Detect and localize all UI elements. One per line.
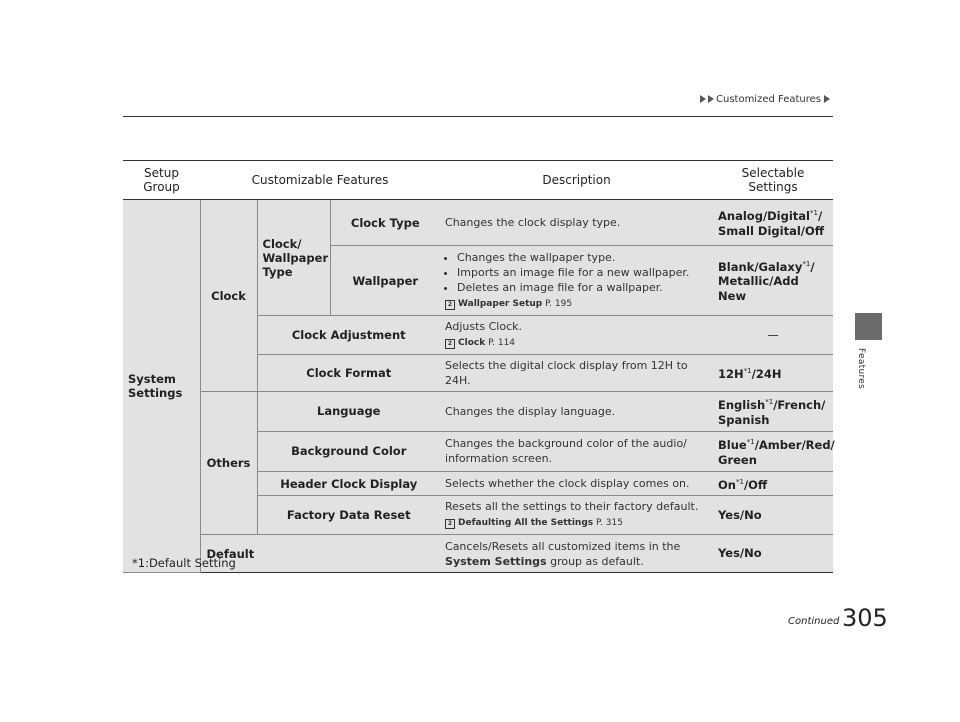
page-reference[interactable]	[445, 518, 623, 528]
column-header: Setup Group	[123, 161, 200, 200]
setup-group-cell: System Settings	[123, 200, 200, 573]
footnote: *1:Default Setting	[132, 556, 236, 570]
reference-icon: 2	[445, 519, 455, 529]
settings-cell: On$^{*1}$/Off	[713, 471, 833, 496]
table-row	[123, 392, 833, 432]
column-header: Customizable Features	[200, 161, 440, 200]
settings-cell: —	[713, 316, 833, 355]
others-group-cell: Others	[200, 392, 257, 535]
feature-cell: Clock Type	[330, 200, 440, 246]
settings-cell: Yes/No	[713, 535, 833, 573]
table-row	[123, 200, 833, 246]
triangle-arrow-icon	[700, 95, 706, 103]
feature-cell: Default	[200, 535, 440, 573]
bullet-item: • Imports an image file for a new wallpaper.	[457, 265, 708, 280]
feature-cell: Language	[257, 392, 440, 432]
continued-label: Continued	[788, 616, 840, 627]
reference-title: Defaulting All the Settings	[458, 518, 594, 529]
clock-wallpaper-cell: Clock/ Wallpaper Type	[257, 200, 330, 316]
breadcrumb-label: Customized Features	[716, 94, 822, 105]
settings-cell: Blue$^{*1}$/Amber/Red/ Green	[713, 431, 833, 471]
footnote-marker: *1	[802, 259, 811, 268]
description-cell	[440, 496, 713, 535]
description-cell	[440, 246, 713, 316]
bullet-item: • Changes the wallpaper type.	[457, 250, 708, 265]
reference-icon: 2	[445, 300, 455, 310]
description-cell: Selects the digital clock display from 12H to 24H.	[440, 355, 713, 392]
reference-page: P. 315	[596, 518, 623, 529]
feature-cell: Header Clock Display	[257, 471, 440, 496]
settings-cell: Yes/No	[713, 496, 833, 535]
page-number: 305	[842, 604, 888, 632]
triangle-arrow-icon	[824, 95, 830, 103]
description-text: Cancels/Resets all customized items in the	[445, 539, 681, 553]
description-text: group as default.	[550, 554, 644, 568]
footnote-marker: *1	[765, 398, 774, 406]
feature-cell: Factory Data Reset	[257, 496, 440, 535]
clock-group-cell: Clock	[200, 200, 257, 392]
column-header: Description	[440, 161, 713, 200]
feature-cell: Clock Adjustment	[257, 316, 440, 355]
page-reference[interactable]	[445, 299, 572, 309]
triangle-arrow-icon	[708, 95, 714, 103]
footnote-marker: *1	[743, 367, 752, 376]
description-text: Adjusts Clock.	[445, 320, 523, 333]
description-cell: Changes the display language.	[440, 392, 713, 432]
feature-cell: Clock Format	[257, 355, 440, 392]
description-cell: Changes the background color of the audio/ information screen.	[440, 431, 713, 471]
table-header-row	[123, 161, 833, 200]
breadcrumb	[700, 94, 832, 105]
settings-table	[123, 160, 833, 573]
column-header: Selectable Settings	[713, 161, 833, 200]
feature-cell: Background Color	[257, 431, 440, 471]
description-cell: Selects whether the clock display comes on.	[440, 471, 713, 496]
footnote-marker: *1	[746, 437, 755, 446]
reference-icon: 2	[445, 339, 455, 349]
footnote-marker: *1	[810, 209, 818, 218]
settings-cell: $12H^{*1}/24H$	[713, 355, 833, 392]
reference-title: Clock	[458, 338, 486, 348]
reference-page: P. 114	[488, 338, 516, 348]
footnote-marker: *1	[735, 477, 744, 486]
bullet-item: • Deletes an image file for a wallpaper.	[457, 280, 708, 295]
chapter-tab	[855, 313, 882, 340]
description-cell	[440, 316, 713, 355]
description-bold: System Settings	[445, 554, 547, 568]
settings-cell: Blank/Galaxy$^{*1}$/ Metallic/Add New	[713, 246, 833, 316]
page-reference[interactable]	[445, 338, 515, 348]
header-rule	[123, 116, 833, 117]
chapter-label: Features	[856, 348, 866, 390]
description-cell	[440, 535, 713, 573]
settings-cell: Analog/Digital$^{*1}$/ Small Digital/Off	[713, 200, 833, 246]
reference-page: P. 195	[545, 298, 573, 309]
settings-cell: English$^{*1}$/French/ Spanish	[713, 392, 833, 432]
description-cell: Changes the clock display type.	[440, 200, 713, 246]
description-text: Resets all the settings to their factory default.	[445, 500, 699, 514]
feature-cell: Wallpaper	[330, 246, 440, 316]
reference-title: Wallpaper Setup	[458, 298, 543, 309]
